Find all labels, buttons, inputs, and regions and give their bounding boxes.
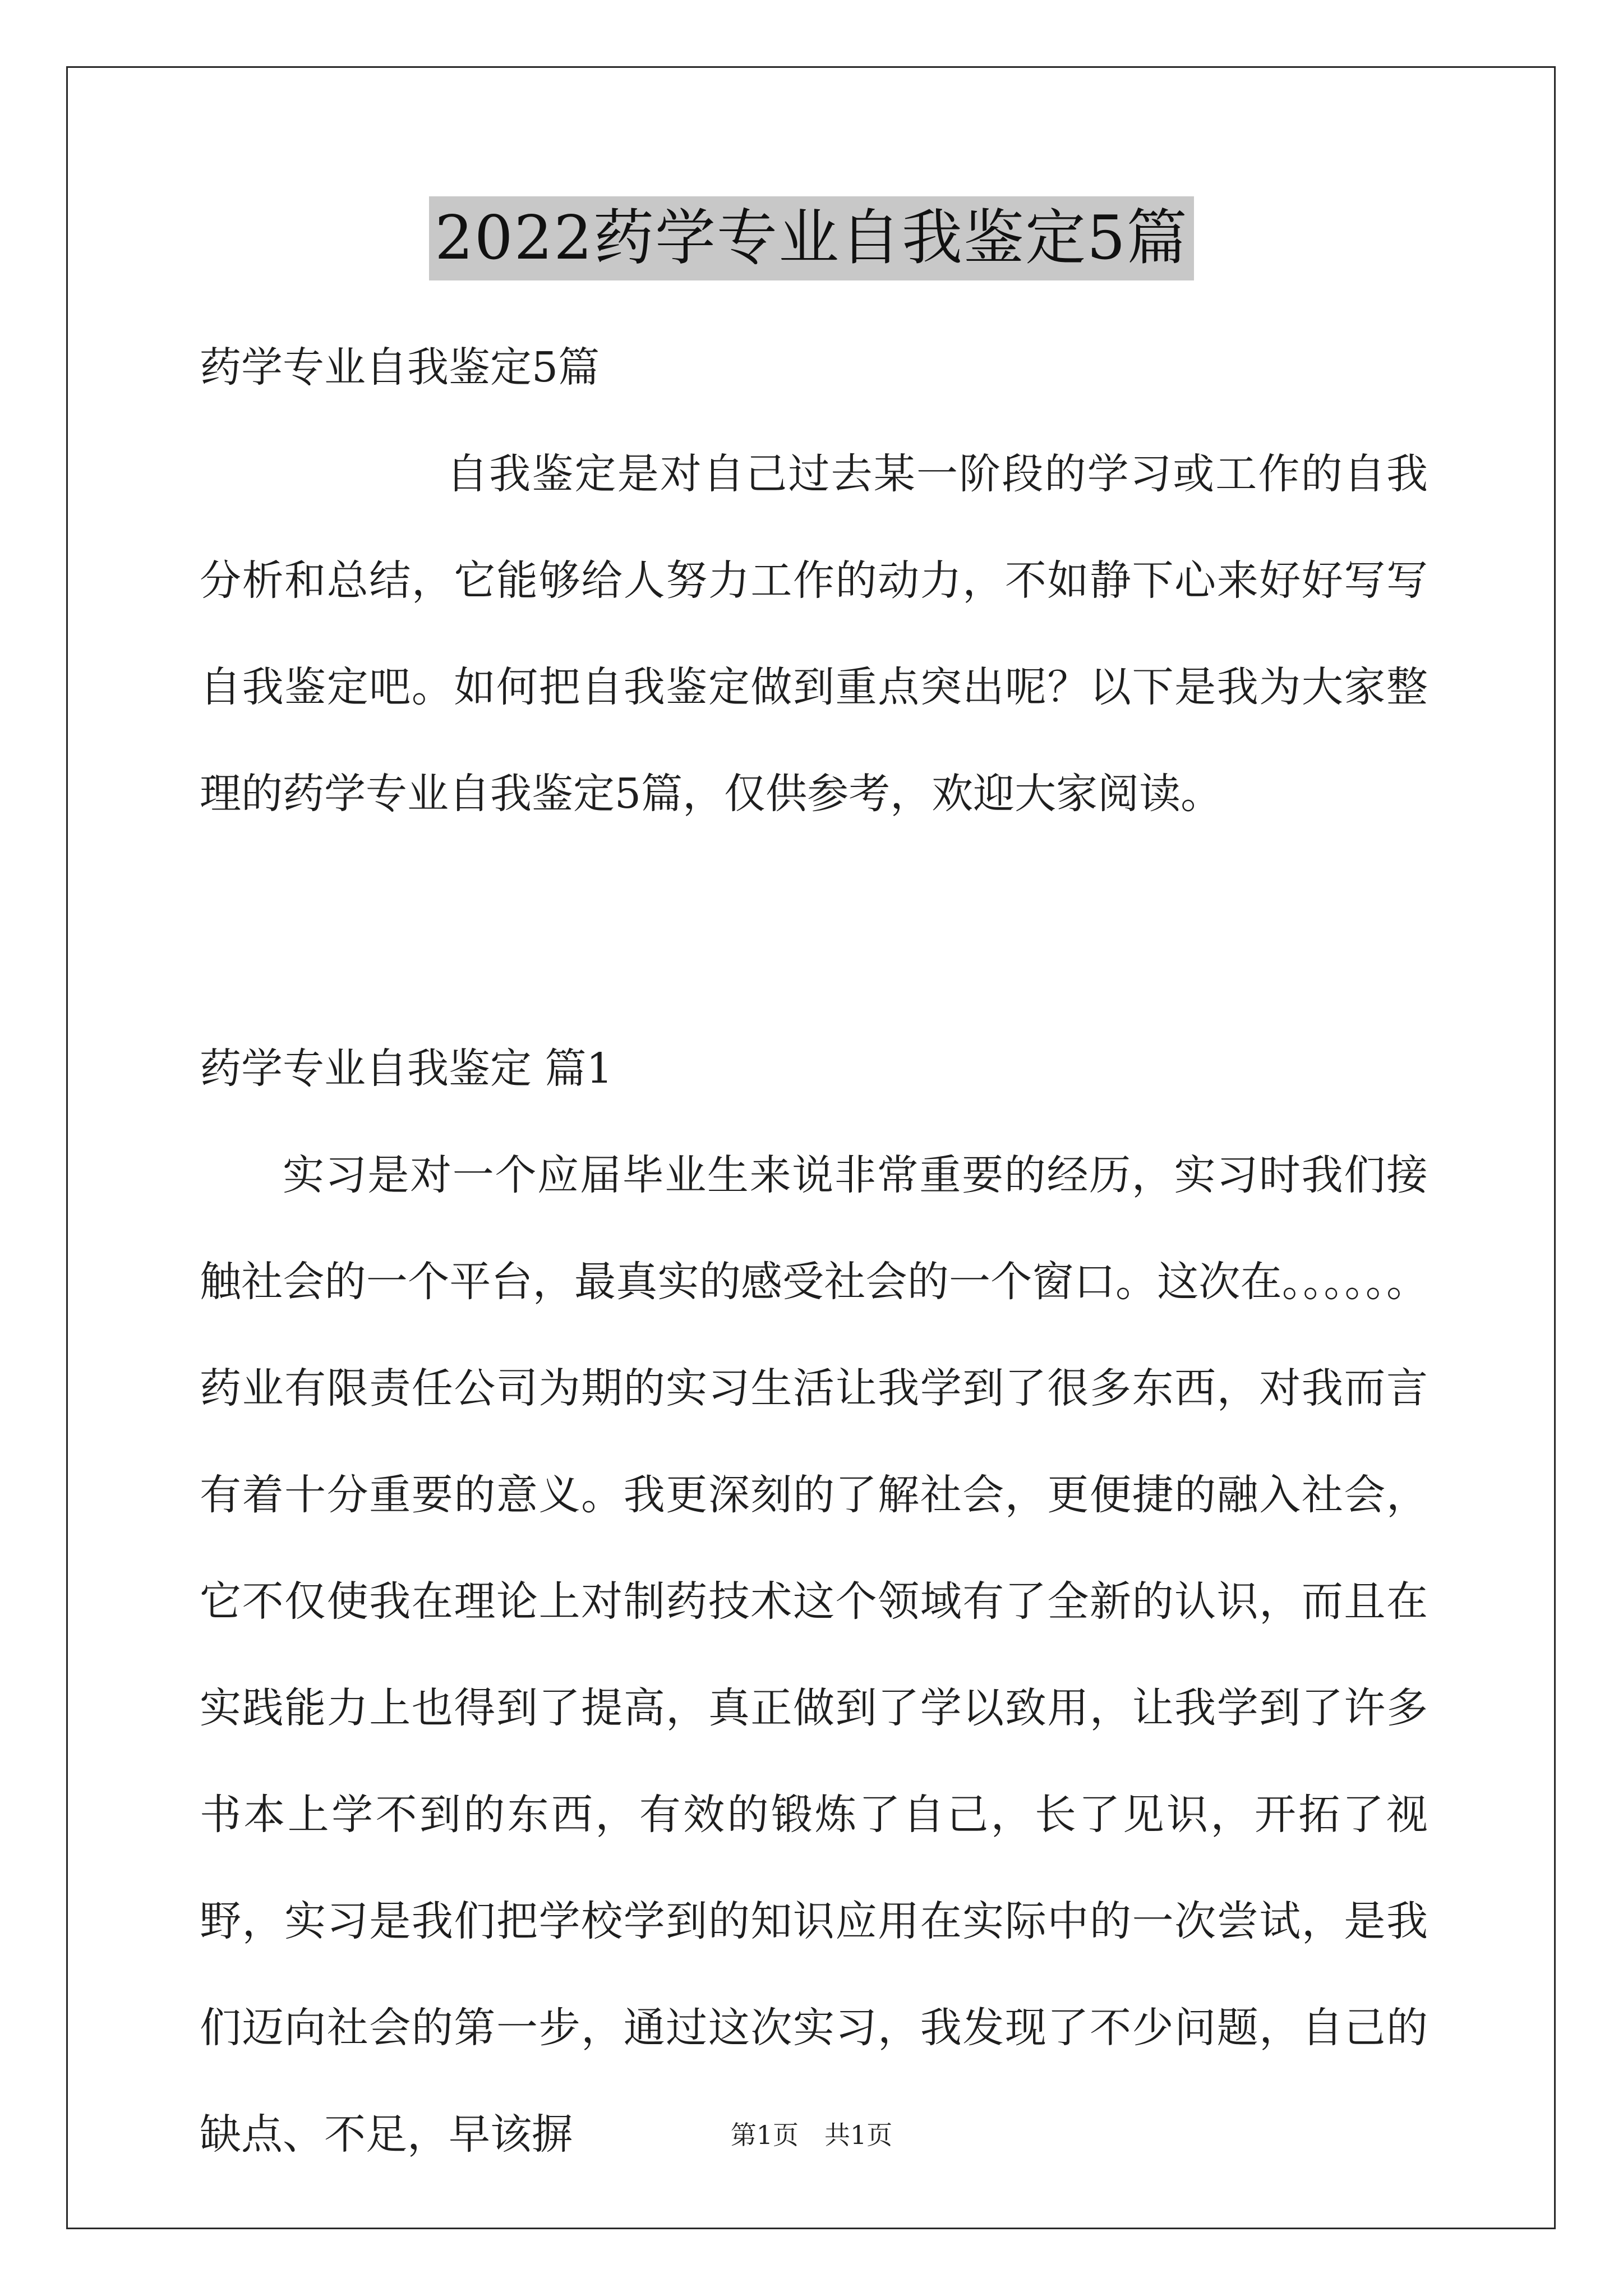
page-footer: 第1页 共1页: [730, 2120, 893, 2150]
document-body: [200, 314, 1428, 2188]
document-title: 2022药学专业自我鉴定5篇: [429, 196, 1194, 280]
intro-paragraph: 自我鉴定是对自己过去某一阶段的学习或工作的自我分析和总结，它能够给人努力工作的动力，不如静下心来好好写写自我鉴定吧。如何把自我鉴定做到重点突出呢？以下是我为大家整理的药学专业自我鉴定5篇，仅供参考，欢迎大家阅读。: [200, 450, 1428, 818]
title-container: [0, 196, 1623, 280]
section-heading: 药学专业自我鉴定 篇1: [200, 1045, 613, 1093]
document-subtitle: 药学专业自我鉴定5篇: [200, 343, 600, 392]
body-paragraph: 实习是对一个应届毕业生来说非常重要的经历，实习时我们接触社会的一个平台，最真实的感受社会的一个窗口。这次在。。。。。。药业有限责任公司为期的实习生活让我学到了很多东西，对我而言有着十分重要的意义。我更深刻的了解社会，更便捷的融入社会，它不仅使我在理论上对制药技术这个领域有了全新的认识，而且在实践能力上也得到了提高，真正做到了学以致用，让我学到了许多书本上学不到的东西，有效的锻炼了自己，长了见识，开拓了视野，实习是我们把学校学到的知识应用在实际中的一次尝试，是我们迈向社会的第一步，通过这次实习，我发现了不少问题，自己的缺点、不足，早该摒: [200, 1151, 1428, 2159]
